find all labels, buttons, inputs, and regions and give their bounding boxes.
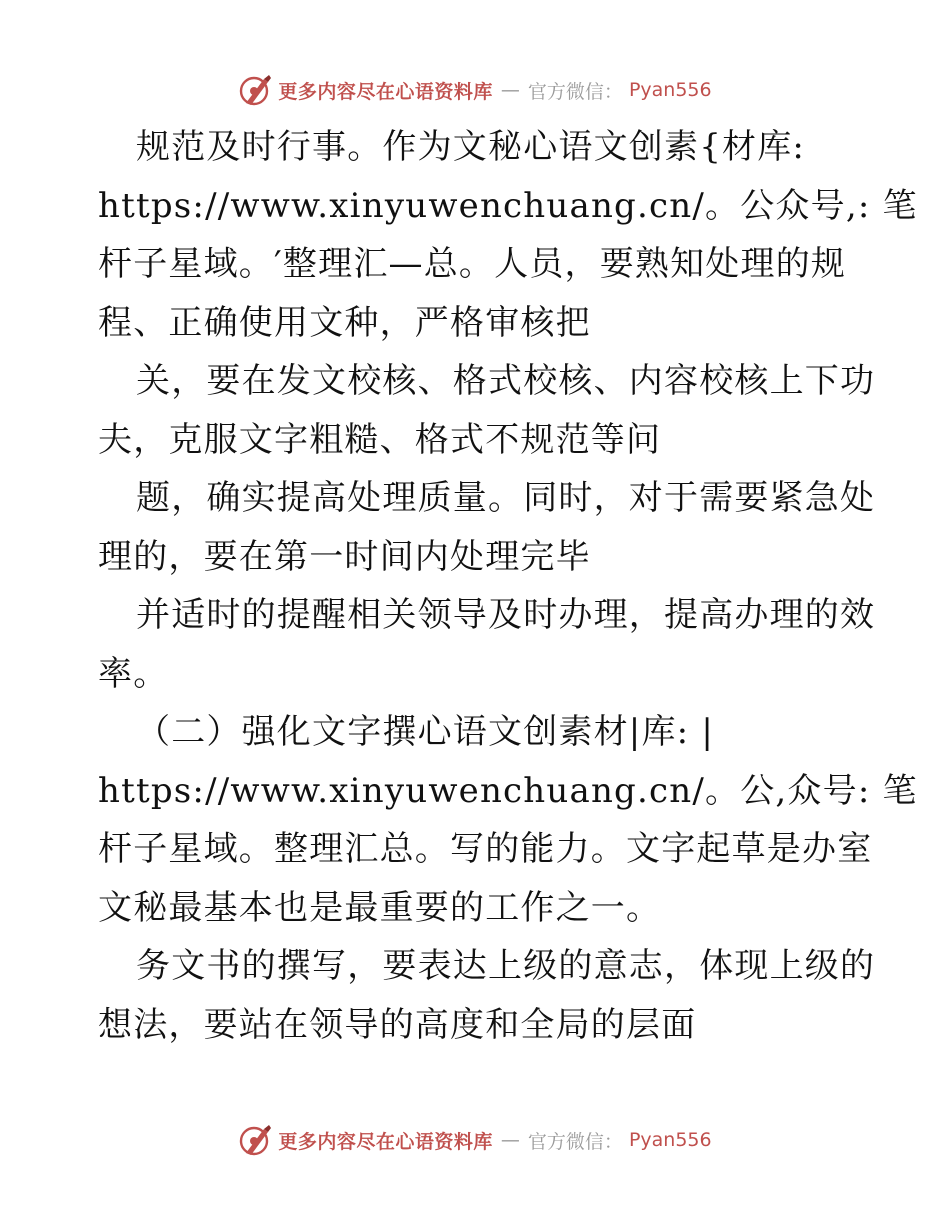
body-line-15: 务文书的撰写，要表达上级的意志，体现上级的: [136, 946, 876, 986]
header-dash: —: [500, 79, 520, 101]
body-line-16: 想法，要站在领导的高度和全局的层面: [98, 1004, 697, 1045]
footer-banner-inner: [238, 1123, 711, 1157]
body-line-4: 程、正确使用文种，严格审核把: [98, 302, 591, 343]
body-line-14: 文秘最基本也是最重要的工作之一。: [98, 887, 662, 928]
pen-logo-icon: [238, 1123, 272, 1157]
body-line-5: 关，要在发文校核、格式校核、内容校核上下功: [136, 361, 876, 401]
body-line-7: 题，确实提高处理质量。同时，对于需要紧急处: [136, 478, 876, 518]
body-line-11: （二）强化文字撰心语文创素材|库: |: [136, 712, 714, 752]
body-line-8: 理的，要在第一时间内处理完毕: [98, 536, 591, 577]
footer-wechat-label: 官方微信：: [527, 1130, 623, 1153]
body-line-3: 杆子星域。′整理汇—总。人员，要熟知处理的规: [98, 244, 847, 284]
pen-logo-icon: [238, 73, 272, 107]
body-line-9: 并适时的提醒相关领导及时办理，提高办理的效: [136, 595, 876, 635]
footer-wechat-id: Pyan556: [628, 1129, 712, 1151]
footer-site-text: 更多内容尽在心语资料库: [278, 1130, 493, 1153]
header-wechat-label: 官方微信：: [527, 80, 623, 103]
body-line-13: 杆子星域。整理汇总。写的能力。文字起草是办室: [98, 829, 873, 869]
body-line-6: 夫，克服文字粗糙、格式不规范等问: [98, 419, 662, 460]
header-wechat-id: Pyan556: [628, 79, 712, 101]
body-line-1: 规范及时行事。作为文秘心语文创素{材库:: [136, 127, 806, 167]
footer-dash: —: [500, 1129, 520, 1151]
footer-banner: [0, 1120, 950, 1160]
body-line-10: 率。: [98, 653, 169, 694]
header-banner-inner: [238, 73, 711, 107]
header-site-text: 更多内容尽在心语资料库: [278, 80, 493, 103]
body-line-2: https://www.xinyuwenchuang.cn/。公众号,: 笔: [98, 185, 918, 226]
document-body: [98, 118, 918, 1054]
header-banner: [0, 70, 950, 110]
body-line-12: https://www.xinyuwenchuang.cn/。公,众号: 笔: [98, 770, 918, 811]
